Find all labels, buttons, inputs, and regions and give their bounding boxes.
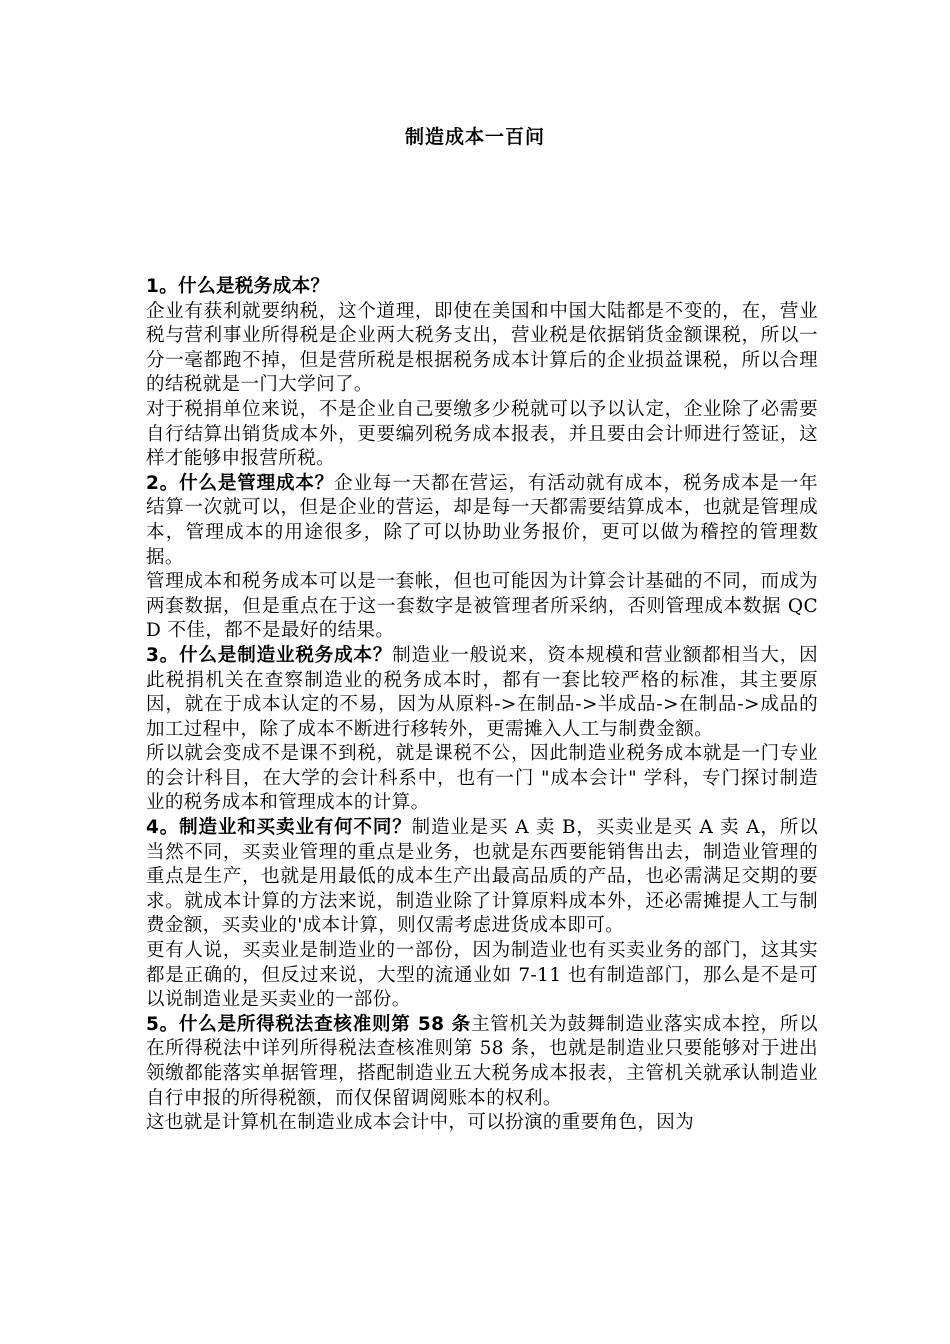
section-1-heading <box>146 275 818 300</box>
section-3-paragraph <box>146 644 818 742</box>
answer-text: 企业每一天都在营运，有活动就有成本，税务成本是一年结算一次就可以，但是企业的营运，却是每一天都需要结算成本，也就是管理成本，管理成本的用途很多，除了可以协助业务报价，更可以做为稽控的管理数据。 <box>146 472 818 568</box>
paragraph: 对于税捐单位来说，不是企业自己要缴多少税就可以予以认定，企业除了必需要自行结算出销货成本外，更要编列税务成本报表，并且要由会计师进行签证，这样才能够申报营所税。 <box>146 398 818 470</box>
answer-text: 制造业是买 A 卖 B，买卖业是买 A 卖 A，所以当然不同，买卖业管理的重点是业务，也就是东西要能销售出去，制造业管理的重点是生产，也就是用最低的成本生产出最高品质的产品，也必需满足交期的要求。就成本计算的方法来说，制造业除了计算原料成本外，还必需摊提人工与制费金额，买卖业的'成本计算，则仅需考虑进货成本即可。 <box>146 817 818 937</box>
question-heading: 1。什么是税务成本？ <box>146 276 330 297</box>
paragraph: 企业有获利就要纳税，这个道理，即使在美国和中国大陆都是不变的，在，营业税与营利事业所得税是企业两大税务支出，营业税是依据销货金额课税，所以一分一毫都跑不掉，但是营所税是根据税务成本计算后的企业损益课税，所以合理的结税就是一门大学问了。 <box>146 300 818 396</box>
paragraph: 这也就是计算机在制造业成本会计中，可以扮演的重要角色，因为 <box>146 1112 695 1134</box>
question-heading: 3。什么是制造业税务成本？ <box>146 644 393 666</box>
paragraph: 管理成本和税务成本可以是一套帐，但也可能因为计算会计基础的不同，而成为两套数据，但是重点在于这一套数字是被管理者所采纳，否则管理成本数据 QCD 不佳，都不是最好的结果。 <box>146 571 818 642</box>
section-2-paragraph <box>146 472 818 570</box>
section-5-paragraph <box>146 1013 818 1111</box>
answer-text: 主管机关为鼓舞制造业落实成本控，所以在所得税法中详列所得税法查核准则第 58 条，也就是制造业只要能够对于进出领缴都能落实单据管理，搭配制造业五大税务成本报表，主管机关就承认制造业自行申报的所得税额，而仅保留调阅账本的权利。 <box>146 1013 818 1109</box>
question-heading: 5。什么是所得税法查核准则第 58 条 <box>146 1013 471 1035</box>
question-heading: 4。制造业和买卖业有何不同？ <box>146 817 412 839</box>
section-4-paragraph <box>146 816 818 939</box>
document-body <box>146 275 818 1136</box>
document-title: 制造成本一百问 <box>404 126 545 148</box>
answer-text: 制造业一般说来，资本规模和营业额都相当大，因此税捐机关在查察制造业的税务成本时，都有一套比较严格的标准，其主要原因，就在于成本认定的不易，因为从原料->在制品->半成品->在制品->成品的加工过程中，除了成本不断进行移转外，更需摊入人工与制费金额。 <box>146 644 818 740</box>
paragraph: 更有人说，买卖业是制造业的一部份，因为制造业也有买卖业务的部门，这其实都是正确的，但反过来说，大型的流通业如 7-11 也有制造部门，那么是不是可以说制造业是买卖业的一部份。 <box>146 940 818 1011</box>
paragraph: 所以就会变成不是课不到税，就是课税不公，因此制造业税务成本就是一门专业的会计科目，在大学的会计科系中，也有一门 "成本会计" 学科，专门探讨制造业的税务成本和管理成本的计算。 <box>146 743 818 814</box>
question-heading: 2。什么是管理成本？ <box>146 472 335 494</box>
